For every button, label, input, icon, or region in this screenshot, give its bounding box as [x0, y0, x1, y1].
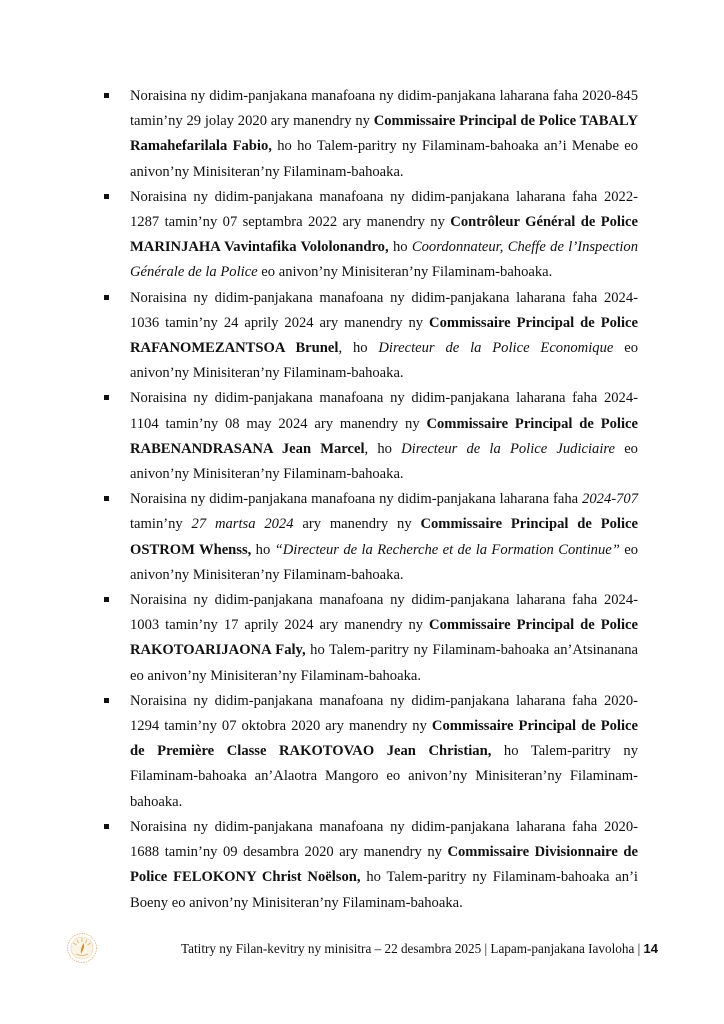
bullet-icon	[104, 395, 109, 400]
decree-item: Noraisina ny didim-panjakana manafoana ny didim-panjakana laharana faha 2020-1688 tamin’ny 09 desambra 2020 ary manendry ny Commissaire Divisionnaire de Police FELOKONY Christ Noëlson, ho Talem-paritry ny Filaminam-bahoaka an’i Boeny eo anivon’ny Minisiteran’ny Filaminam-bahoaka.	[104, 815, 638, 916]
decree-item: Noraisina ny didim-panjakana manafoana ny didim-panjakana laharana faha 2024-1036 tamin’ny 24 aprily 2024 ary manendry ny Commissaire Principal de Police RAFANOMEZANTSOA Brunel, ho Directeur de la Police Economique eo anivon’ny Minisiteran’ny Filaminam-bahoaka.	[104, 286, 638, 387]
bullet-icon	[104, 824, 109, 829]
page-footer	[60, 932, 660, 972]
bullet-icon	[104, 295, 109, 300]
bullet-icon	[104, 597, 109, 602]
decree-item: Noraisina ny didim-panjakana manafoana ny didim-panjakana laharana faha 2020-845 tamin’ny 29 jolay 2020 ary manendry ny Commissaire Principal de Police TABALY Ramahefarilala Fabio, ho ho Talem-paritry ny Filaminam-bahoaka an’i Menabe eo anivon’ny Minisiteran’ny Filaminam-bahoaka.	[104, 84, 638, 185]
bullet-icon	[104, 93, 109, 98]
decree-item: Noraisina ny didim-panjakana manafoana ny didim-panjakana laharana faha 2024-1104 tamin’ny 08 may 2024 ary manendry ny Commissaire Principal de Police RABENANDRASANA Jean Marcel, ho Directeur de la Police Judiciaire eo anivon’ny Minisiteran’ny Filaminam-bahoaka.	[104, 386, 638, 487]
decree-list	[104, 84, 638, 916]
decree-item: Noraisina ny didim-panjakana manafoana ny didim-panjakana laharana faha 2024-707 tamin’ny 27 martsa 2024 ary manendry ny Commissaire Principal de Police OSTROM Whenss, ho “Directeur de la Recherche et de la Formation Continue” eo anivon’ny Minisiteran’ny Filaminam-bahoaka.	[104, 487, 638, 588]
decree-item: Noraisina ny didim-panjakana manafoana ny didim-panjakana laharana faha 2024-1003 tamin’ny 17 aprily 2024 ary manendry ny Commissaire Principal de Police RAKOTOARIJAONA Faly, ho Talem-paritry ny Filaminam-bahoaka an’Atsinanana eo anivon’ny Minisiteran’ny Filaminam-bahoaka.	[104, 588, 638, 689]
page-number: 14	[643, 941, 658, 956]
presidential-seal-icon	[66, 932, 98, 964]
decree-item: Noraisina ny didim-panjakana manafoana ny didim-panjakana laharana faha 2022-1287 tamin’ny 07 septambra 2022 ary manendry ny Contrôleur Général de Police MARINJAHA Vavintafika Vololonandro, ho Coordonnateur, Cheffe de l’Inspection Générale de la Police eo anivon’ny Minisiteran’ny Filaminam-bahoaka.	[104, 185, 638, 286]
bullet-icon	[104, 496, 109, 501]
footer-caption: Tatitry ny Filan-kevitry ny minisitra – 22 desambra 2025 | Lapam-panjakana Iavoloha | 14	[181, 941, 658, 956]
decree-item: Noraisina ny didim-panjakana manafoana ny didim-panjakana laharana faha 2020-1294 tamin’ny 07 oktobra 2020 ary manendry ny Commissaire Principal de Police de Première Classe RAKOTOVAO Jean Christian, ho Talem-paritry ny Filaminam-bahoaka an’Alaotra Mangoro eo anivon’ny Minisiteran’ny Filaminam-bahoaka.	[104, 689, 638, 815]
bullet-icon	[104, 194, 109, 199]
bullet-icon	[104, 698, 109, 703]
